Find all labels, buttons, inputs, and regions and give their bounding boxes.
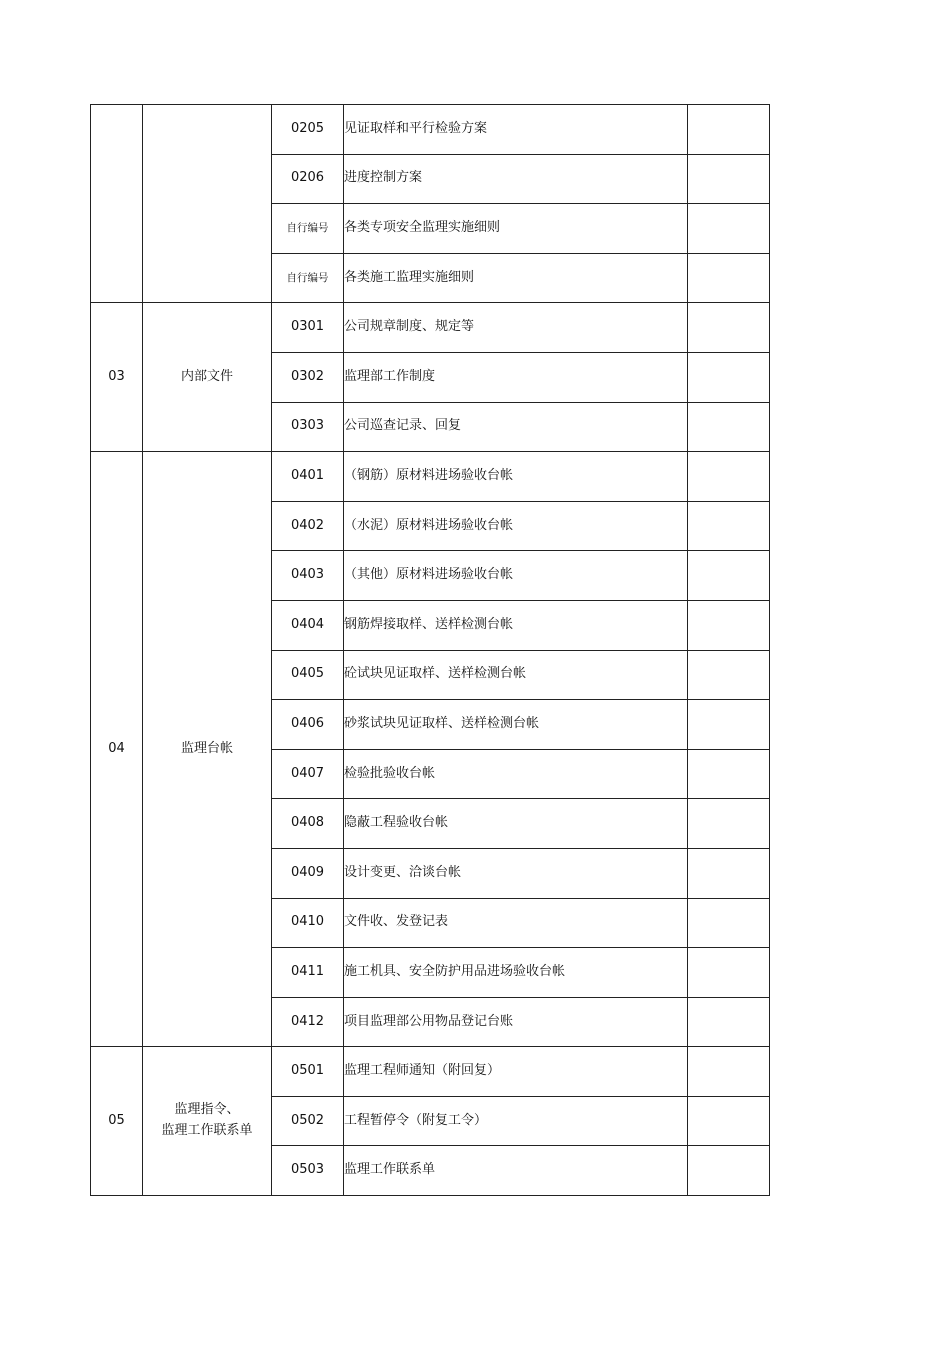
item-title: （钢筋）原材料进场验收台帐 <box>344 452 688 502</box>
item-code: 0407 <box>272 749 344 799</box>
item-remark-cell <box>688 551 770 601</box>
group-category <box>143 1047 272 1196</box>
item-remark-cell <box>688 848 770 898</box>
item-title: 项目监理部公用物品登记台账 <box>344 997 688 1047</box>
item-title: 设计变更、洽谈台帐 <box>344 848 688 898</box>
item-remark-cell <box>688 501 770 551</box>
item-remark-cell <box>688 402 770 452</box>
item-title: 公司规章制度、规定等 <box>344 303 688 353</box>
group-category-line: 监理台帐 <box>180 740 233 756</box>
table-body <box>91 105 770 1196</box>
item-title: 监理工作联系单 <box>344 1146 688 1196</box>
item-remark-cell <box>688 154 770 204</box>
item-remark-cell <box>688 948 770 998</box>
group-category-line: 内部文件 <box>180 368 233 384</box>
group-number: 03 <box>91 303 143 452</box>
item-title: 进度控制方案 <box>344 154 688 204</box>
item-remark-cell <box>688 303 770 353</box>
item-code: 0205 <box>272 105 344 155</box>
item-title: （水泥）原材料进场验收台帐 <box>344 501 688 551</box>
item-title: 文件收、发登记表 <box>344 898 688 948</box>
group-category <box>143 452 272 1047</box>
item-code: 0408 <box>272 799 344 849</box>
table-row <box>91 105 770 155</box>
group-category-line: 监理指令、 <box>174 1102 240 1118</box>
group-number: 05 <box>91 1047 143 1196</box>
item-code: 0411 <box>272 948 344 998</box>
table-row <box>91 1047 770 1097</box>
item-remark-cell <box>688 997 770 1047</box>
item-remark-cell <box>688 452 770 502</box>
item-title: 钢筋焊接取样、送样检测台帐 <box>344 600 688 650</box>
item-code: 0403 <box>272 551 344 601</box>
item-remark-cell <box>688 600 770 650</box>
item-title: 各类施工监理实施细则 <box>344 253 688 303</box>
item-code: 0404 <box>272 600 344 650</box>
item-code: 0405 <box>272 650 344 700</box>
document-index-table <box>90 104 770 1196</box>
item-remark-cell <box>688 1146 770 1196</box>
item-code: 0406 <box>272 700 344 750</box>
item-title: 砼试块见证取样、送样检测台帐 <box>344 650 688 700</box>
item-title: 监理工程师通知（附回复） <box>344 1047 688 1097</box>
group-category <box>143 105 272 303</box>
item-remark-cell <box>688 799 770 849</box>
item-remark-cell <box>688 204 770 254</box>
item-title: 监理部工作制度 <box>344 352 688 402</box>
item-code: 0301 <box>272 303 344 353</box>
item-code: 0410 <box>272 898 344 948</box>
item-code: 自行编号 <box>272 204 344 254</box>
item-title: 工程暂停令（附复工令） <box>344 1096 688 1146</box>
item-code: 0302 <box>272 352 344 402</box>
item-title: 施工机具、安全防护用品进场验收台帐 <box>344 948 688 998</box>
item-code: 0502 <box>272 1096 344 1146</box>
item-title: 检验批验收台帐 <box>344 749 688 799</box>
item-remark-cell <box>688 253 770 303</box>
item-code: 0501 <box>272 1047 344 1097</box>
item-title: 见证取样和平行检验方案 <box>344 105 688 155</box>
group-number <box>91 105 143 303</box>
item-remark-cell <box>688 1047 770 1097</box>
item-remark-cell <box>688 898 770 948</box>
item-code: 0401 <box>272 452 344 502</box>
item-title: （其他）原材料进场验收台帐 <box>344 551 688 601</box>
item-title: 公司巡查记录、回复 <box>344 402 688 452</box>
item-code: 0303 <box>272 402 344 452</box>
item-code: 0503 <box>272 1146 344 1196</box>
item-remark-cell <box>688 352 770 402</box>
item-remark-cell <box>688 650 770 700</box>
item-remark-cell <box>688 1096 770 1146</box>
item-code: 0412 <box>272 997 344 1047</box>
item-title: 隐蔽工程验收台帐 <box>344 799 688 849</box>
item-code: 0206 <box>272 154 344 204</box>
item-code: 自行编号 <box>272 253 344 303</box>
item-title: 砂浆试块见证取样、送样检测台帐 <box>344 700 688 750</box>
table-row <box>91 303 770 353</box>
group-category-line: 监理工作联系单 <box>161 1123 253 1139</box>
table-row <box>91 452 770 502</box>
group-number: 04 <box>91 452 143 1047</box>
item-code: 0402 <box>272 501 344 551</box>
item-remark-cell <box>688 105 770 155</box>
item-remark-cell <box>688 749 770 799</box>
item-remark-cell <box>688 700 770 750</box>
item-title: 各类专项安全监理实施细则 <box>344 204 688 254</box>
item-code: 0409 <box>272 848 344 898</box>
group-category <box>143 303 272 452</box>
